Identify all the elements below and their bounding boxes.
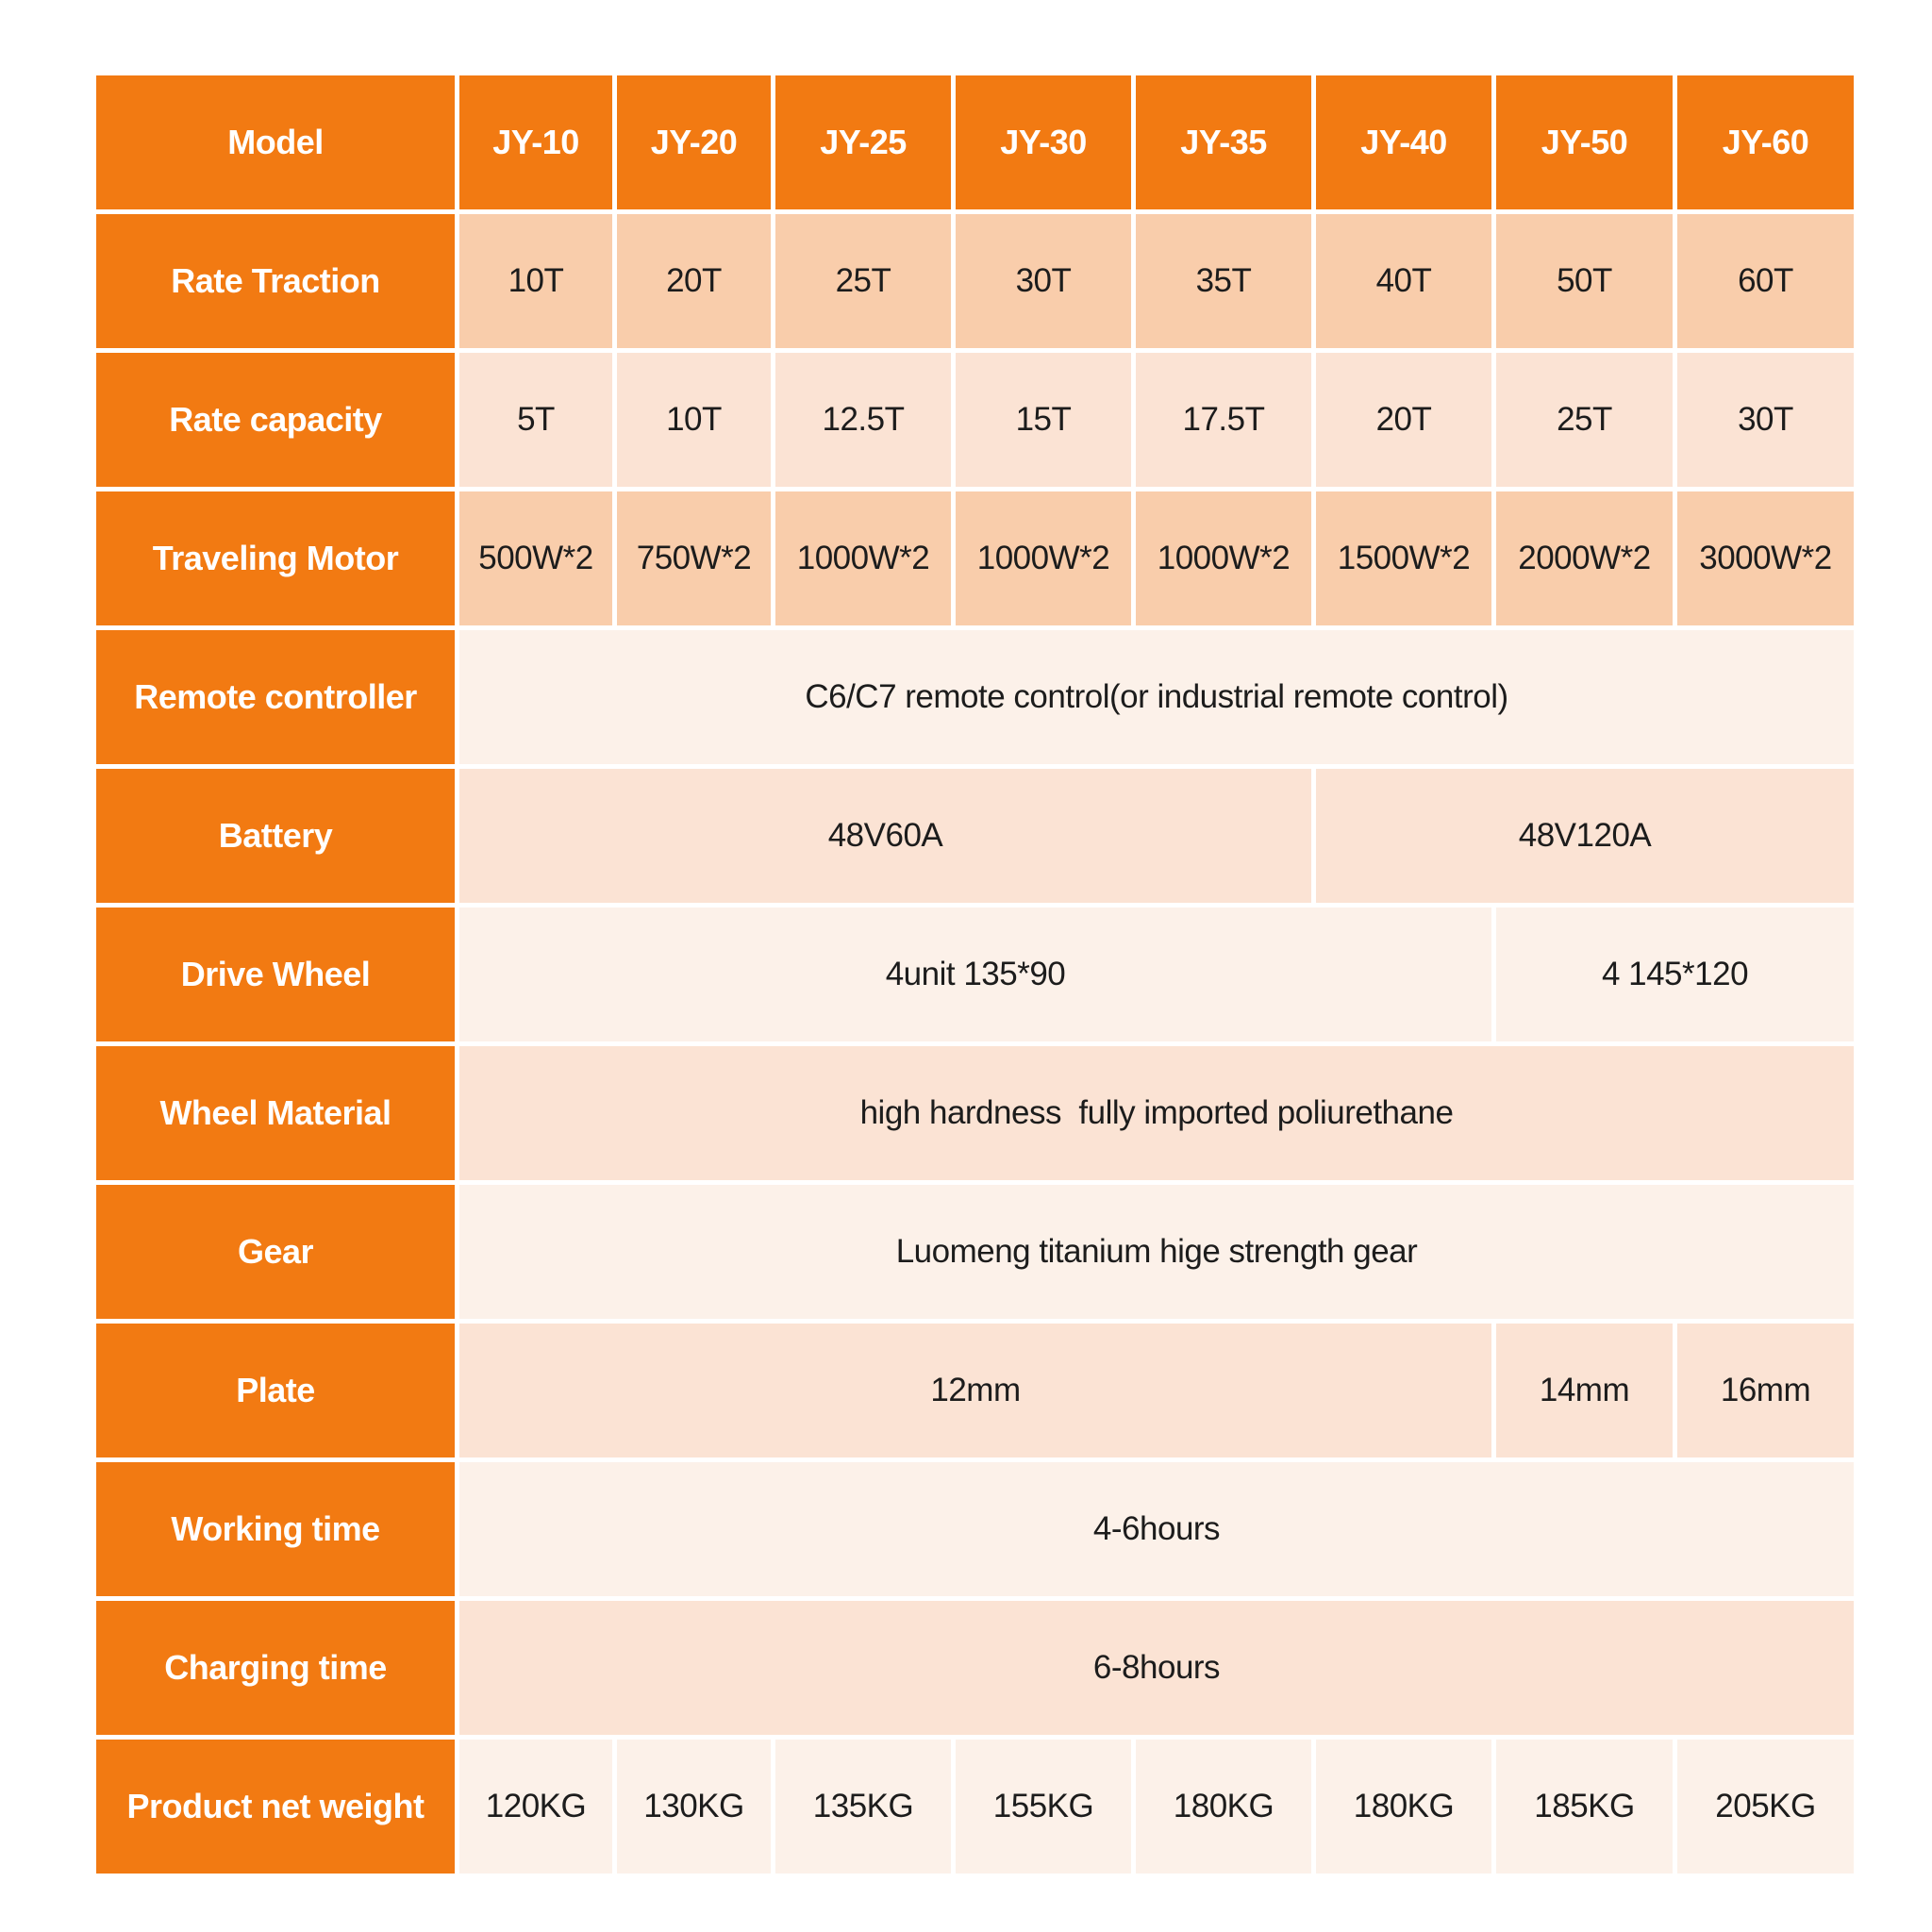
rate-traction-cell: 40T: [1316, 214, 1491, 348]
row-label-remote-controller: Remote controller: [96, 630, 455, 764]
row-label-product-net-weight: Product net weight: [96, 1740, 455, 1874]
rate-capacity-cell: 10T: [617, 353, 771, 487]
model-cell: JY-60: [1677, 75, 1854, 209]
plate-cell: 12mm: [459, 1324, 1491, 1457]
drive-wheel-row: [96, 908, 1854, 1041]
row-label-gear: Gear: [96, 1185, 455, 1319]
rate-capacity-cell: 30T: [1677, 353, 1854, 487]
rate-capacity-cell: 15T: [956, 353, 1131, 487]
traveling-motor-cell: 1000W*2: [956, 491, 1131, 625]
gear-cell: Luomeng titanium hige strength gear: [459, 1185, 1854, 1319]
traveling-motor-cell: 750W*2: [617, 491, 771, 625]
rate-traction-row: [96, 214, 1854, 348]
charging-time-row: [96, 1601, 1854, 1735]
drive-wheel-cell: 4 145*120: [1496, 908, 1854, 1041]
row-label-battery: Battery: [96, 769, 455, 903]
row-label-wheel-material: Wheel Material: [96, 1046, 455, 1180]
model-row: [96, 75, 1854, 209]
model-cell: JY-50: [1496, 75, 1673, 209]
traveling-motor-cell: 1500W*2: [1316, 491, 1491, 625]
rate-traction-cell: 10T: [459, 214, 612, 348]
product-net-weight-cell: 130KG: [617, 1740, 771, 1874]
wheel-material-row: [96, 1046, 1854, 1180]
working-time-row: [96, 1462, 1854, 1596]
plate-row: [96, 1324, 1854, 1457]
model-cell: JY-30: [956, 75, 1131, 209]
rate-capacity-row: [96, 353, 1854, 487]
rate-capacity-cell: 5T: [459, 353, 612, 487]
plate-cell: 14mm: [1496, 1324, 1673, 1457]
rate-traction-cell: 25T: [775, 214, 951, 348]
product-net-weight-cell: 180KG: [1316, 1740, 1491, 1874]
traveling-motor-cell: 500W*2: [459, 491, 612, 625]
rate-traction-cell: 20T: [617, 214, 771, 348]
product-net-weight-row: [96, 1740, 1854, 1874]
row-label-plate: Plate: [96, 1324, 455, 1457]
row-label-rate-capacity: Rate capacity: [96, 353, 455, 487]
row-label-charging-time: Charging time: [96, 1601, 455, 1735]
drive-wheel-cell: 4unit 135*90: [459, 908, 1491, 1041]
rate-capacity-cell: 20T: [1316, 353, 1491, 487]
row-label-model: Model: [96, 75, 455, 209]
traveling-motor-cell: 3000W*2: [1677, 491, 1854, 625]
traveling-motor-row: [96, 491, 1854, 625]
product-net-weight-cell: 180KG: [1136, 1740, 1311, 1874]
charging-time-cell: 6-8hours: [459, 1601, 1854, 1735]
traveling-motor-cell: 1000W*2: [1136, 491, 1311, 625]
row-label-drive-wheel: Drive Wheel: [96, 908, 455, 1041]
rate-capacity-cell: 25T: [1496, 353, 1673, 487]
working-time-cell: 4-6hours: [459, 1462, 1854, 1596]
spec-table: [92, 71, 1858, 1878]
row-label-working-time: Working time: [96, 1462, 455, 1596]
product-net-weight-cell: 120KG: [459, 1740, 612, 1874]
rate-traction-cell: 60T: [1677, 214, 1854, 348]
product-net-weight-cell: 205KG: [1677, 1740, 1854, 1874]
product-net-weight-cell: 135KG: [775, 1740, 951, 1874]
rate-capacity-cell: 17.5T: [1136, 353, 1311, 487]
remote-controller-row: [96, 630, 1854, 764]
plate-cell: 16mm: [1677, 1324, 1854, 1457]
product-net-weight-cell: 155KG: [956, 1740, 1131, 1874]
rate-traction-cell: 35T: [1136, 214, 1311, 348]
rate-capacity-cell: 12.5T: [775, 353, 951, 487]
model-cell: JY-10: [459, 75, 612, 209]
model-cell: JY-40: [1316, 75, 1491, 209]
product-net-weight-cell: 185KG: [1496, 1740, 1673, 1874]
remote-controller-cell: C6/C7 remote control(or industrial remote control): [459, 630, 1854, 764]
row-label-rate-traction: Rate Traction: [96, 214, 455, 348]
battery-cell: 48V120A: [1316, 769, 1854, 903]
battery-cell: 48V60A: [459, 769, 1311, 903]
traveling-motor-cell: 1000W*2: [775, 491, 951, 625]
rate-traction-cell: 30T: [956, 214, 1131, 348]
gear-row: [96, 1185, 1854, 1319]
battery-row: [96, 769, 1854, 903]
model-cell: JY-25: [775, 75, 951, 209]
model-cell: JY-20: [617, 75, 771, 209]
model-cell: JY-35: [1136, 75, 1311, 209]
rate-traction-cell: 50T: [1496, 214, 1673, 348]
traveling-motor-cell: 2000W*2: [1496, 491, 1673, 625]
wheel-material-cell: high hardness fully imported poliurethane: [459, 1046, 1854, 1180]
row-label-traveling-motor: Traveling Motor: [96, 491, 455, 625]
